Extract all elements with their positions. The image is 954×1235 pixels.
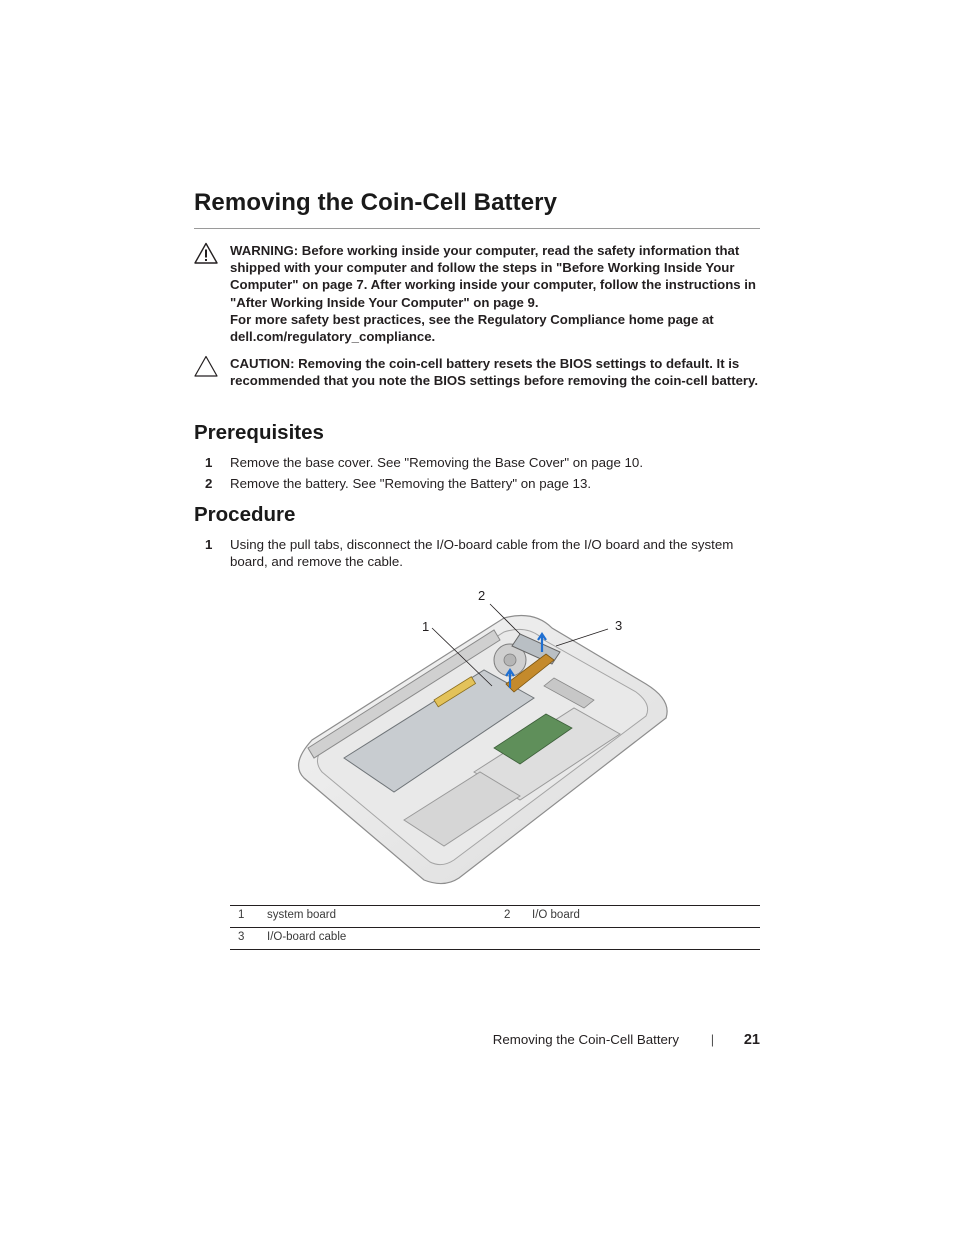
footer-section-title: Removing the Coin-Cell Battery (492, 1032, 679, 1047)
step-text: Remove the base cover. See "Removing the Base Cover" on page 10. (230, 455, 644, 470)
callout-3: 3 (615, 618, 623, 633)
warning-safety-text: For more safety best practices, see the Regulatory Compliance home page at dell.com/regulatory_compliance. (230, 311, 714, 345)
caution-icon (194, 355, 218, 377)
caution-text: CAUTION: Removing the coin-cell battery resets the BIOS settings to default. It is recommended that you note the BIOS settings before removing the coin-cell battery. (230, 356, 759, 389)
callout-1: 1 (422, 619, 430, 634)
laptop-figure (284, 588, 684, 890)
laptop-illustration (284, 588, 684, 890)
figure-legend-table (230, 905, 760, 950)
legend-label: system board (267, 909, 337, 921)
page-number: 21 (743, 1032, 760, 1048)
legend-row (230, 905, 760, 927)
legend-row (230, 927, 760, 950)
warning-text: WARNING: Before working inside your computer, read the safety information that shipped with your computer and follow the steps in "Before Working Inside Your Computer" on page 7. After working inside your computer, follow the instructions in "After Working Inside Your Computer" on page 9. (230, 243, 756, 310)
legend-number: 3 (238, 931, 245, 943)
step-number: 1 (205, 455, 213, 470)
step-number: 2 (205, 476, 213, 491)
prerequisites-heading: Prerequisites (194, 421, 324, 444)
legend-label: I/O board (532, 909, 580, 921)
step-number: 1 (205, 537, 213, 552)
callout-2: 2 (478, 588, 486, 603)
legend-number: 1 (238, 909, 245, 921)
footer-separator: | (710, 1032, 715, 1047)
title-divider (194, 228, 760, 229)
procedure-heading: Procedure (194, 503, 296, 526)
prerequisite-step (194, 454, 760, 471)
warning-notice (194, 242, 760, 345)
legend-number: 2 (504, 909, 511, 921)
page-footer (493, 1032, 760, 1048)
warning-icon (194, 242, 218, 264)
legend-label: I/O-board cable (267, 931, 347, 943)
prerequisite-step (194, 475, 760, 492)
step-text: Using the pull tabs, disconnect the I/O-board cable from the I/O board and the system board, and remove the cable. (230, 537, 734, 570)
step-text: Remove the battery. See "Removing the Battery" on page 13. (230, 476, 592, 491)
caution-notice (194, 355, 760, 389)
page-title: Removing the Coin-Cell Battery (194, 189, 558, 216)
procedure-step (194, 536, 760, 570)
